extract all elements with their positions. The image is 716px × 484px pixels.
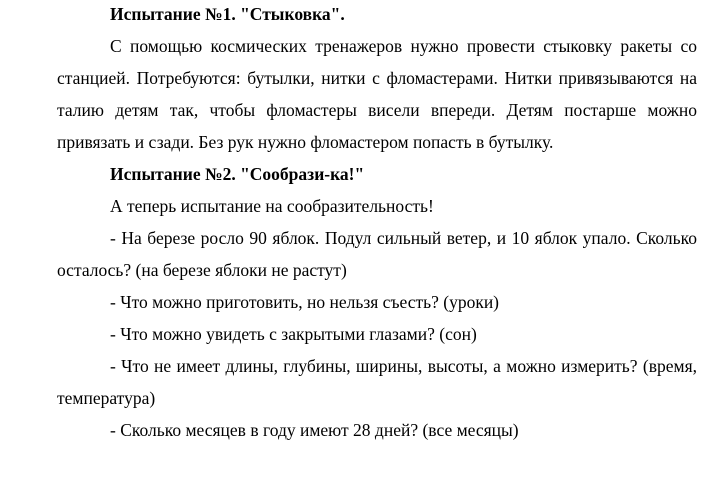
riddle-item-2: - Что можно приготовить, но нельзя съесть? (уроки)	[110, 292, 500, 312]
section-1-body: С помощью космических тренажеров нужно провести стыковку ракеты со станцией. Потребуются: бутылки, нитки с фломастерами. Нитки привязываются на талию детям так, чтобы фломастеры висели впереди. Детям постарше можно привязать и сзади. Без рук нужно фломастером попасть в бутылку.	[57, 36, 697, 152]
riddle-item-1: - На березе росло 90 яблок. Подул сильный ветер, и 10 яблок упало. Сколько осталось? (на березе яблоки не растут)	[57, 228, 697, 280]
riddle-item-3: - Что можно увидеть с закрытыми глазами? (сон)	[110, 324, 477, 344]
riddle-item-5: - Сколько месяцев в году имеют 28 дней? (все месяцы)	[110, 420, 519, 440]
section-2-heading: Испытание №2. "Сообрази-ка!"	[110, 164, 365, 184]
section-2-intro: А теперь испытание на сообразительность!	[110, 196, 434, 216]
section-1-heading: Испытание №1. "Стыковка".	[110, 4, 345, 24]
riddle-item-4: - Что не имеет длины, глубины, ширины, высоты, а можно измерить? (время, температура)	[57, 356, 697, 408]
